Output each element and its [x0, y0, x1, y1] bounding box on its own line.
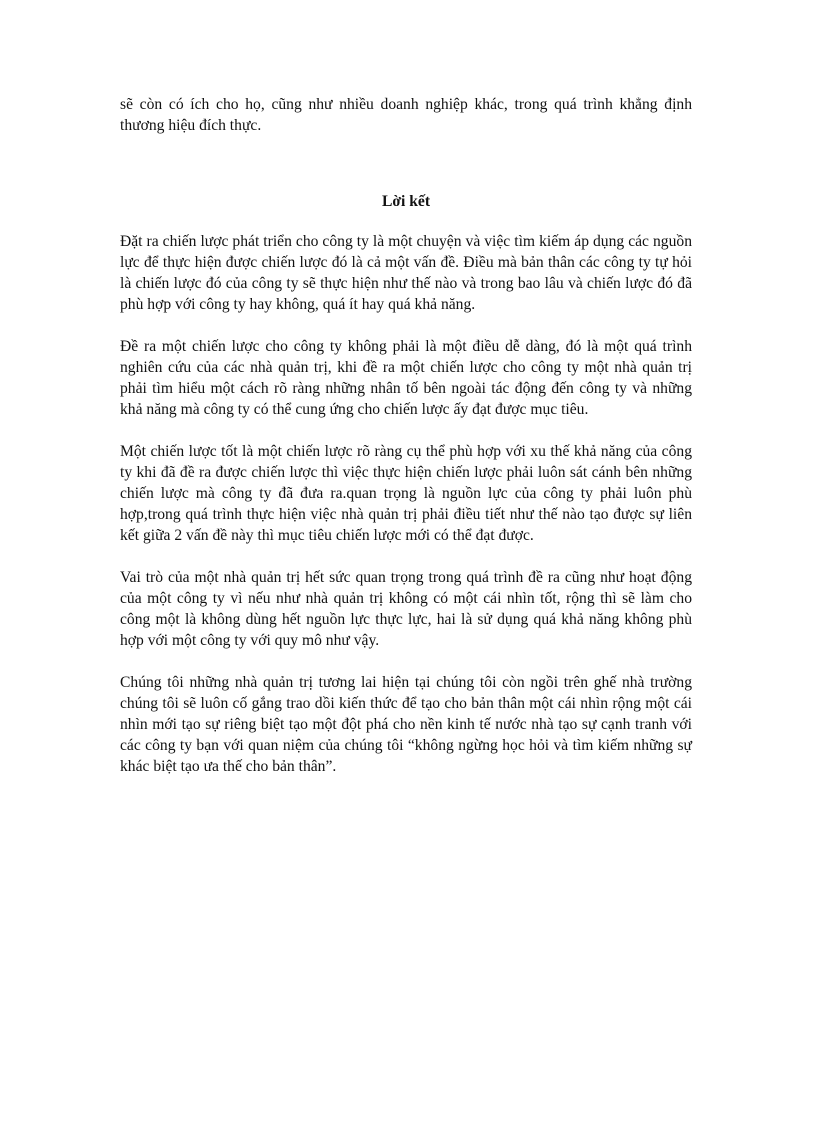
closing-heading: Lời kết [381, 193, 431, 210]
paragraph-4: Vai trò của một nhà quản trị hết sức quan trọng trong quá trình đề ra cũng như hoạt động của một công ty vì nếu như nhà quản trị không có một cái nhìn tốt, rộng thì sẽ làm cho công một là không dùng hết nguồn lực thực lực, hai là sử dụng quá khả năng không phù hợp với một công ty với quy mô như vậy. [120, 569, 692, 649]
paragraph-5: Chúng tôi những nhà quản trị tương lai hiện tại chúng tôi còn ngồi trên ghế nhà trường chúng tôi sẽ luôn cố gắng trao dồi kiến thức để tạo cho bản thân một cái nhìn rộng một cái nhìn mới tạo sự riêng biệt tạo một đột phá cho nền kinh tế nước nhà tạo sự cạnh tranh với các công ty bạn với quan niệm của chúng tôi “không ngừng học hỏi và tìm kiếm những sự khác biệt tạo ưa thế cho bản thân”. [120, 674, 692, 775]
document-page [120, 94, 692, 777]
paragraph-3: Một chiến lược tốt là một chiến lược rõ ràng cụ thể phù hợp với xu thế khả năng của công ty khi đã đề ra được chiến lược thì việc thực hiện chiến lược phải luôn sát cánh bên những chiến lược mà công ty đã đưa ra.quan trọng là nguồn lực của công ty phải luôn phù hợp,trong quá trình thực hiện việc nhà quản trị phải điều tiết như thế nào tạo được sự liên kết giữa 2 vấn đề này thì mục tiêu chiến lược mới có thể đạt được. [120, 443, 692, 544]
intro-paragraph: sẽ còn có ích cho họ, cũng như nhiều doanh nghiệp khác, trong quá trình khẳng định thương hiệu đích thực. [120, 96, 692, 134]
paragraph-1: Đặt ra chiến lược phát triển cho công ty là một chuyện và việc tìm kiếm áp dụng các nguồn lực để thực hiện được chiến lược đó là cả một vấn đề. Điều mà bản thân các công ty tự hỏi là chiến lược đó của công ty sẽ thực hiện như thế nào và trong bao lâu và chiến lược đó đã phù hợp với công ty hay không, quá ít hay quá khả năng. [120, 233, 692, 313]
paragraph-2: Đề ra một chiến lược cho công ty không phải là một điều dễ dàng, đó là một quá trình nghiên cứu của các nhà quản trị, khi đề ra một chiến lược cho công ty một nhà quản trị phải tìm hiểu một cách rõ ràng những nhân tố bên ngoài tác động đến công ty và những khả năng mà công ty có thể cung ứng cho chiến lược ấy đạt được mục tiêu. [120, 338, 692, 418]
